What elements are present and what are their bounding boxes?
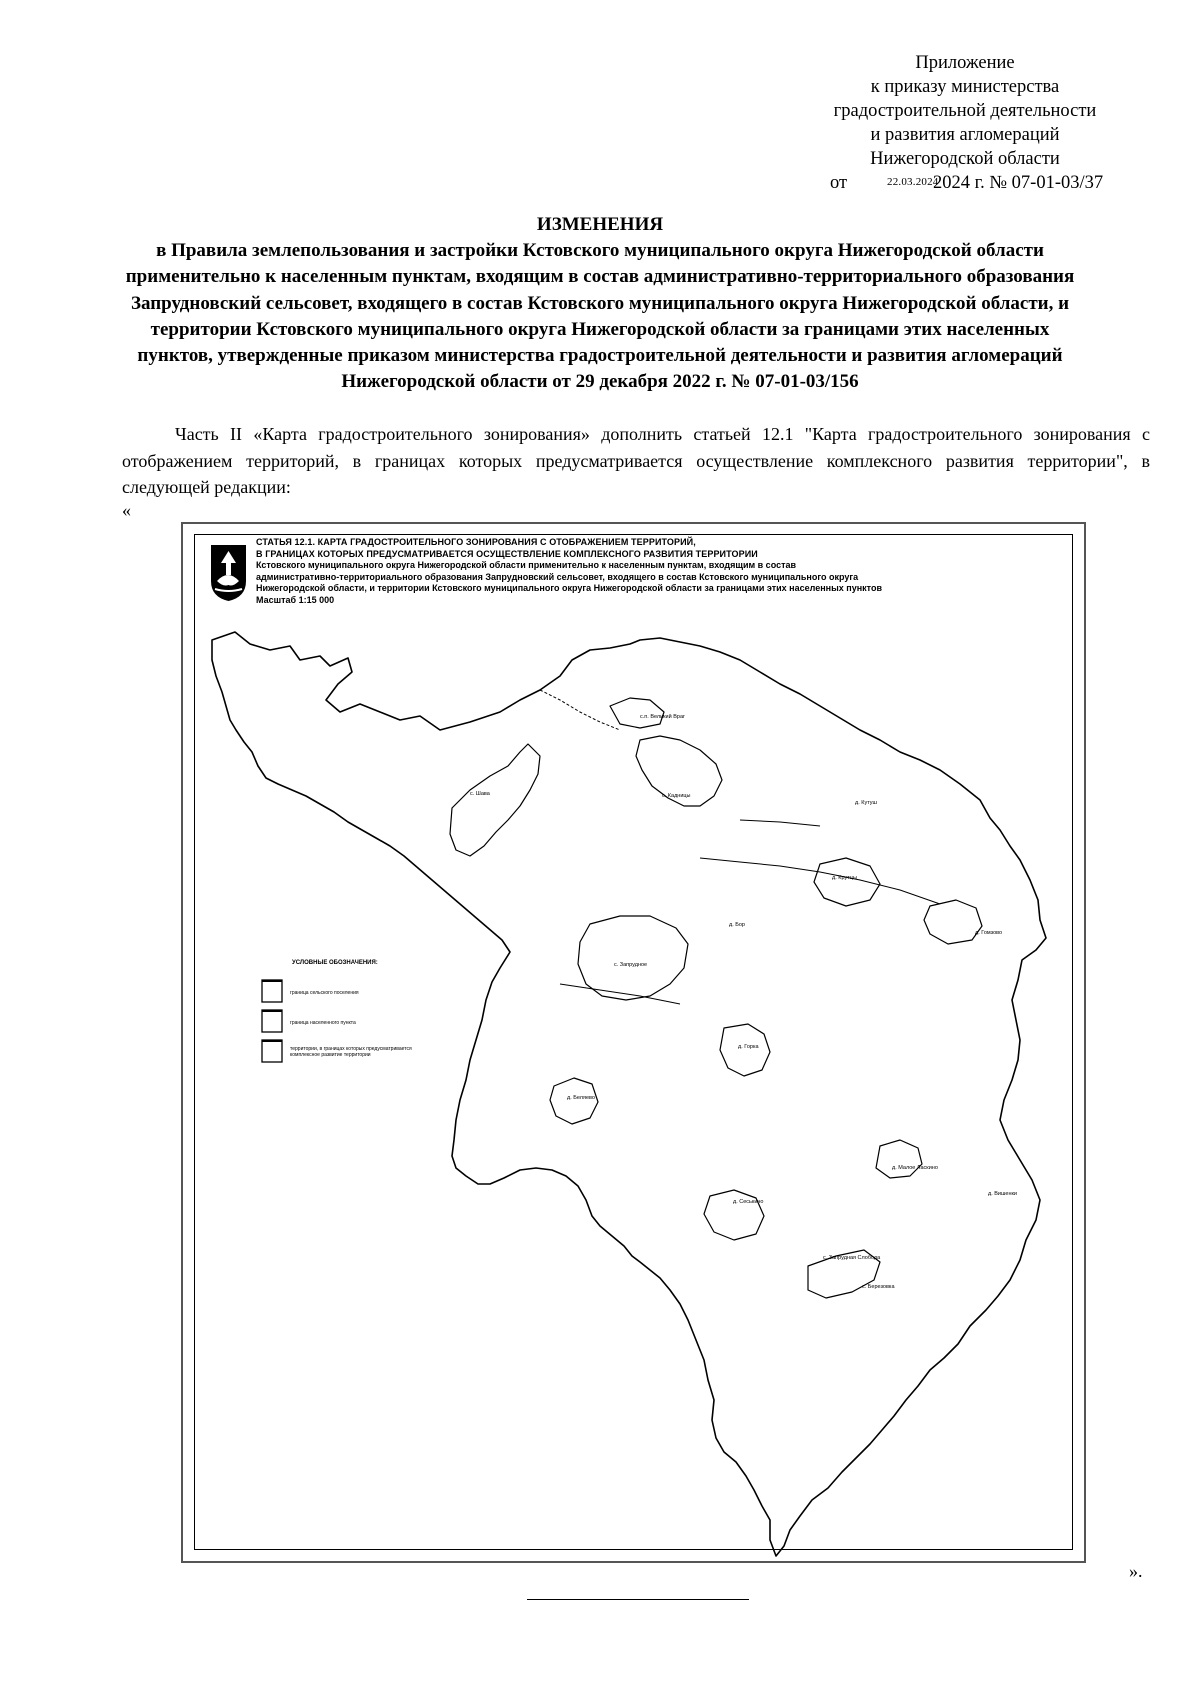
settlement-maloe-laskino xyxy=(876,1140,922,1178)
order-number: 2024 г. № 07-01-03/37 xyxy=(933,173,1104,193)
legend-swatch-boundary xyxy=(262,980,282,1002)
quote-close: ». xyxy=(1129,1561,1143,1581)
legend-swatch-kpt xyxy=(262,1040,282,1062)
body-paragraph: Часть II «Карта градостроительного зонирования» дополнить статьей 12.1 "Карта градостроительного зонирования с отображением территорий, в границах которых предусматривается осуществление комплексного развития территории", в следующей редакции: xyxy=(122,424,1150,497)
place-label: д. Гомзово xyxy=(975,930,1003,936)
legend-item: граница населенного пункта xyxy=(290,1020,356,1026)
map-title xyxy=(256,537,1046,606)
settlement-velikiy-vrag xyxy=(610,698,664,728)
road xyxy=(560,984,680,1004)
document-title: ИЗМЕНЕНИЯ xyxy=(536,214,664,235)
settlement-belyaevo xyxy=(550,1078,598,1124)
subtitle-line: Нижегородской области от 29 декабря 2022 г. № 07-01-03/156 xyxy=(341,371,859,393)
place-label: д. Крутцы xyxy=(832,875,857,881)
map-title-line: В ГРАНИЦАХ КОТОРЫХ ПРЕДУСМАТРИВАЕТСЯ ОСУЩЕСТВЛЕНИЕ КОМПЛЕКСНОГО РАЗВИТИЯ ТЕРРИТОРИИ xyxy=(256,548,758,559)
map-subtitle-line: Нижегородской области, и территории Кстовского муниципального округа Нижегородской области за границами этих населенных пунктов xyxy=(256,583,882,593)
place-label: с.п. Великий Враг xyxy=(640,714,686,720)
place-label: с. Кадницы xyxy=(662,793,691,799)
place-label: д. Кутуш xyxy=(855,800,877,806)
place-label: с. Шава xyxy=(470,791,490,797)
bottom-rule xyxy=(527,1599,749,1600)
map-title-line: СТАТЬЯ 12.1. КАРТА ГРАДОСТРОИТЕЛЬНОГО ЗОНИРОВАНИЯ С ОТОБРАЖЕНИЕМ ТЕРРИТОРИЙ, xyxy=(256,537,696,547)
appendix-line: к приказу министерства xyxy=(870,77,1060,97)
appendix-line: и развития агломераций xyxy=(870,125,1060,145)
settlement-gomzovo xyxy=(924,900,982,944)
map-subtitle-line: Кстовского муниципального округа Нижегородской области применительно к населенным пунктам, входящим в состав xyxy=(256,560,797,570)
appendix-line: градостроительной деятельности xyxy=(833,101,1097,121)
subtitle-line: применительно к населенным пунктам, входящим в состав административно-территориального образования xyxy=(125,266,1075,288)
river xyxy=(540,690,620,730)
signature-date: 22.03.2024 xyxy=(887,176,939,188)
subtitle-line: территории Кстовского муниципального округа Нижегородской области за границами этих населенных xyxy=(150,318,1050,340)
settlement-shava xyxy=(450,744,540,856)
place-label: д. Беляево xyxy=(567,1095,595,1101)
place-label: с. Запрудная Слобода xyxy=(823,1255,881,1261)
map-subtitle-line: административно-территориального образования Запрудновский сельсовет, входящего в состав Кстовского муниципального округа xyxy=(256,571,859,582)
settlement-gorka xyxy=(720,1024,770,1076)
appendix-line: Приложение xyxy=(915,53,1015,73)
legend-title: УСЛОВНЫЕ ОБОЗНАЧЕНИЯ: xyxy=(292,960,378,966)
place-label: д. Малое Ласкино xyxy=(892,1165,938,1171)
subtitle-line: Запрудновский сельсовет, входящего в состав Кстовского муниципального округа Нижегородской области, и xyxy=(130,292,1070,314)
settlement-krutsy xyxy=(814,858,880,906)
settlement-seskino xyxy=(704,1190,764,1240)
road xyxy=(740,820,820,826)
coat-of-arms-icon xyxy=(207,541,250,603)
subtitle-line: пунктов, утвержденные приказом министерства градостроительной деятельности и развития агломераций xyxy=(137,345,1063,367)
place-label: д. Горка xyxy=(738,1044,759,1050)
date-prefix: от xyxy=(830,173,848,193)
subtitle-line: в Правила землепользования и застройки Кстовского муниципального округа Нижегородской области xyxy=(156,240,1044,262)
map-scale: Масштаб 1:15 000 xyxy=(256,594,335,605)
legend-item: граница сельского поселения xyxy=(290,990,359,996)
place-label: с. Березовка xyxy=(862,1284,895,1290)
settlement-zaprudnoe xyxy=(578,916,688,1000)
legend-swatch-settlement xyxy=(262,1010,282,1032)
place-label: д. Бор xyxy=(729,922,745,928)
quote-open: « xyxy=(122,500,131,520)
district-boundary xyxy=(212,632,1046,1556)
legend-item: территории, в границах которых предусматривается комплексное развитие территории xyxy=(290,1046,412,1058)
place-label: с. Запрудное xyxy=(614,962,648,968)
place-label: д. Вишенки xyxy=(988,1191,1017,1197)
appendix-line: Нижегородской области xyxy=(870,149,1060,169)
place-label: д. Сеськино xyxy=(733,1199,764,1205)
